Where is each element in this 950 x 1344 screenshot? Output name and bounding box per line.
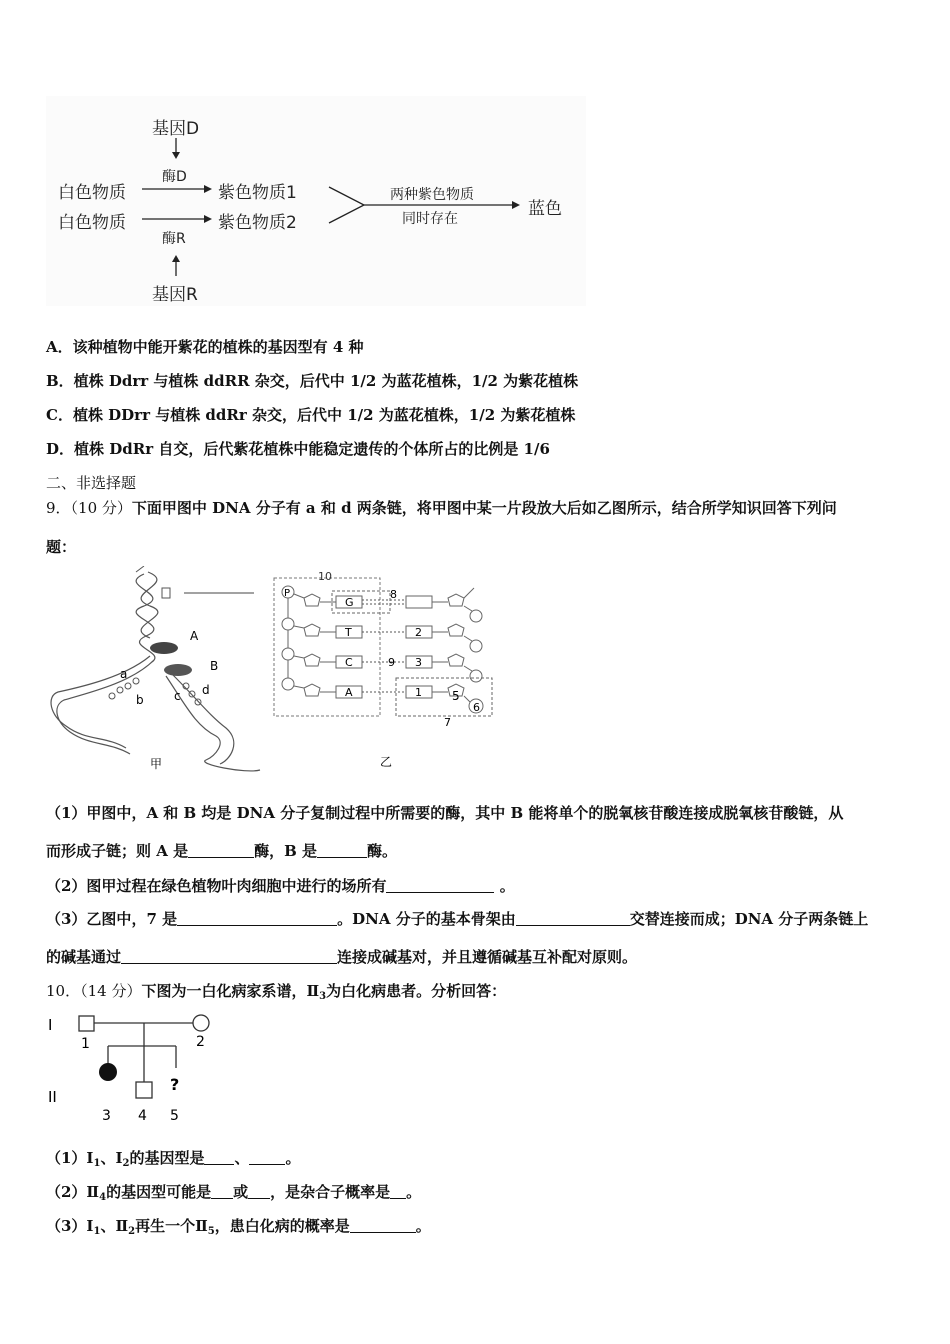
enzyme-r-label: 酶R xyxy=(162,231,186,247)
label-d: d xyxy=(202,683,210,697)
coexist-label-2: 同时存在 xyxy=(402,211,458,227)
q10-sub3-sub2: 2 xyxy=(128,1226,136,1237)
q10-sub1-text-d: 、 xyxy=(234,1149,250,1167)
option-a: A．该种植物中能开紫花的植株的基因型有 4 种 xyxy=(46,338,364,356)
q9-sub1-text-a: 而形成子链；则 A 是 xyxy=(46,842,189,860)
q9-stem-line1 xyxy=(46,497,837,518)
q9-sub1-text-b: 酶，B 是 xyxy=(254,842,317,860)
base-t: T xyxy=(345,626,352,639)
q10-sub2 xyxy=(46,1181,421,1203)
q9-sub3-text-d: 的碱基通过 xyxy=(46,948,122,966)
q10-sub1-text-c: 的基因型是 xyxy=(129,1149,205,1167)
individual-3-label: 3 xyxy=(102,1108,111,1124)
q9-sub1-line1: （1）甲图中，A 和 B 均是 DNA 分子复制过程中所需要的酶，其中 B 能将单个的脱氧核苷酸连接成脱氧核苷酸链，从 xyxy=(46,804,844,822)
q10-sub3-text-d: ，患白化病的概率是 xyxy=(214,1217,350,1235)
q10-stem xyxy=(46,980,506,1002)
base-c: C xyxy=(345,656,353,669)
answer-blank-genotype-2[interactable] xyxy=(249,1150,285,1165)
q10-score: （14 分） xyxy=(80,982,142,1000)
label-B: B xyxy=(210,659,219,673)
figure-yi xyxy=(270,566,510,776)
q9-sub2 xyxy=(46,875,515,896)
label-3: 3 xyxy=(415,656,422,669)
individual-2-label: 2 xyxy=(196,1034,205,1050)
label-9: 9 xyxy=(388,656,395,669)
q10-sub2-text-b: 的基因型可能是 xyxy=(106,1183,212,1201)
label-1: 1 xyxy=(415,686,422,699)
unknown-individual-mark: ? xyxy=(170,1075,180,1094)
purple-substance-2: 紫色物质2 xyxy=(218,213,297,233)
label-7: 7 xyxy=(444,716,451,729)
phosphate-label: P xyxy=(284,588,291,599)
q10-sub3 xyxy=(46,1215,431,1237)
q9-sub3-text-c: 交替连接而成；DNA 分子两条链上 xyxy=(629,910,869,928)
individual-1-male xyxy=(79,1016,94,1031)
dna-replication-figure xyxy=(46,566,266,776)
q10-sub1-text-b: 、Ⅰ xyxy=(100,1149,123,1167)
q9-sub3-text-a: （3）乙图中，7 是 xyxy=(46,910,178,928)
answer-blank-enzyme-a[interactable] xyxy=(188,843,254,858)
coexist-label-1: 两种紫色物质 xyxy=(390,187,474,203)
q10-sub1-text-e: 。 xyxy=(285,1149,301,1167)
enzyme-d-label: 酶D xyxy=(162,169,187,185)
answer-blank-backbone[interactable] xyxy=(516,911,630,926)
label-A: A xyxy=(190,629,199,643)
label-2: 2 xyxy=(415,626,422,639)
answer-blank-location[interactable] xyxy=(386,878,494,893)
q10-sub3-text-a: （3）Ⅰ xyxy=(46,1217,94,1235)
answer-blank-albinism-prob[interactable] xyxy=(350,1218,416,1233)
q9-sub3-text-e: 连接成碱基对，并且遵循碱基互补配对原则。 xyxy=(337,948,638,966)
individual-1-label: 1 xyxy=(81,1036,90,1052)
q10-sub3-sub5: 5 xyxy=(207,1226,215,1237)
q10-stem-text-a: 下图为一白化病家系谱，Ⅱ xyxy=(141,982,320,1000)
answer-blank-heterozygote-prob[interactable] xyxy=(390,1184,406,1199)
q9-stem-text: 下面甲图中 DNA 分子有 a 和 d 两条链，将甲图中某一片段放大后如乙图所示，结合所学知识回答下列问 xyxy=(131,499,837,517)
blue-color-label: 蓝色 xyxy=(528,199,562,219)
q10-sub3-text-b: 、Ⅱ xyxy=(100,1217,129,1235)
caption-jia: 甲 xyxy=(150,757,163,771)
label-b: b xyxy=(136,693,144,707)
answer-blank-7[interactable] xyxy=(177,911,337,926)
option-b: B．植株 Ddrr 与植株 ddRR 杂交，后代中 1/2 为蓝花植株，1/2 为紫花植株 xyxy=(46,372,579,390)
figure-jia xyxy=(46,566,266,776)
label-8: 8 xyxy=(390,588,397,601)
q10-sub1-sub2: 2 xyxy=(122,1158,130,1169)
label-5: 5 xyxy=(452,689,460,703)
q10-stem-text-b: 为白化病患者。分析回答： xyxy=(326,982,507,1000)
individual-3-affected-female xyxy=(99,1063,117,1081)
label-6: 6 xyxy=(473,701,480,714)
base-g: G xyxy=(345,596,354,609)
purple-substance-1: 紫色物质1 xyxy=(218,183,297,203)
q10-sub1-sub1: 1 xyxy=(93,1158,101,1169)
q9-sub1-line2 xyxy=(46,840,397,861)
gene-r-label: 基因R xyxy=(152,285,198,305)
pathway-diagram xyxy=(46,96,586,306)
q10-sub2-text-c: 或 xyxy=(233,1183,249,1201)
individual-4-male xyxy=(136,1082,152,1098)
q9-sub3-line1 xyxy=(46,908,868,929)
q10-sub2-text-a: （2）Ⅱ xyxy=(46,1183,100,1201)
q10-sub3-text-e: 。 xyxy=(415,1217,431,1235)
q10-sub1 xyxy=(46,1147,300,1169)
q10-sub2-sub4: 4 xyxy=(99,1192,107,1203)
q10-number: 10． xyxy=(46,982,81,1000)
label-a: a xyxy=(120,667,128,681)
q10-sub2-text-e: 。 xyxy=(406,1183,422,1201)
q9-sub3-text-b: 。DNA 分子的基本骨架由 xyxy=(337,910,516,928)
individual-2-female xyxy=(193,1015,209,1031)
q10-sub3-sub1: 1 xyxy=(93,1226,101,1237)
white-substance-2: 白色物质 xyxy=(58,213,126,233)
q10-sub3-text-c: 再生一个Ⅱ xyxy=(135,1217,208,1235)
q10-stem-sub: 3 xyxy=(319,991,327,1002)
option-d: D．植株 DdRr 自交，后代紫花植株中能稳定遗传的个体所占的比例是 1/6 xyxy=(46,440,550,458)
q9-score: （10 分） xyxy=(70,499,132,517)
q9-sub2-text-b: 。 xyxy=(499,877,515,895)
base-a: A xyxy=(345,686,353,699)
dna-structure-figure xyxy=(270,566,510,776)
q9-sub2-text-a: （2）图甲过程在绿色植物叶肉细胞中进行的场所有 xyxy=(46,877,387,895)
q9-sub1-text-c: 酶。 xyxy=(367,842,398,860)
caption-yi: 乙 xyxy=(380,755,393,769)
pathway-arrows xyxy=(46,96,586,306)
individual-4-label: 4 xyxy=(138,1108,147,1124)
q9-stem-line2: 题： xyxy=(46,538,77,556)
answer-blank-genotype-1[interactable] xyxy=(204,1150,234,1165)
q9-sub3-line2 xyxy=(46,946,637,967)
generation-2-label: II xyxy=(48,1088,57,1106)
answer-blank-genotype-ii4-a[interactable] xyxy=(211,1184,233,1199)
q10-sub1-text-a: （1）Ⅰ xyxy=(46,1149,94,1167)
option-c: C．植株 DDrr 与植株 ddRr 杂交，后代中 1/2 为蓝花植株，1/2 为紫花植株 xyxy=(46,406,576,424)
pedigree-chart xyxy=(46,1010,246,1130)
label-10: 10 xyxy=(318,570,332,583)
section-title: 二、非选择题 xyxy=(46,474,137,492)
pedigree-svg xyxy=(46,1010,246,1130)
generation-1-label: I xyxy=(48,1016,53,1034)
individual-5-label: 5 xyxy=(170,1108,179,1124)
gene-d-label: 基因D xyxy=(152,119,200,139)
q9-number: 9． xyxy=(46,499,71,517)
answer-blank-enzyme-b[interactable] xyxy=(317,843,367,858)
answer-blank-hydrogen-bond[interactable] xyxy=(121,949,337,964)
q10-sub2-text-d: ，是杂合子概率是 xyxy=(270,1183,391,1201)
white-substance-1: 白色物质 xyxy=(58,183,126,203)
answer-blank-genotype-ii4-b[interactable] xyxy=(248,1184,270,1199)
label-c: c xyxy=(174,689,181,703)
